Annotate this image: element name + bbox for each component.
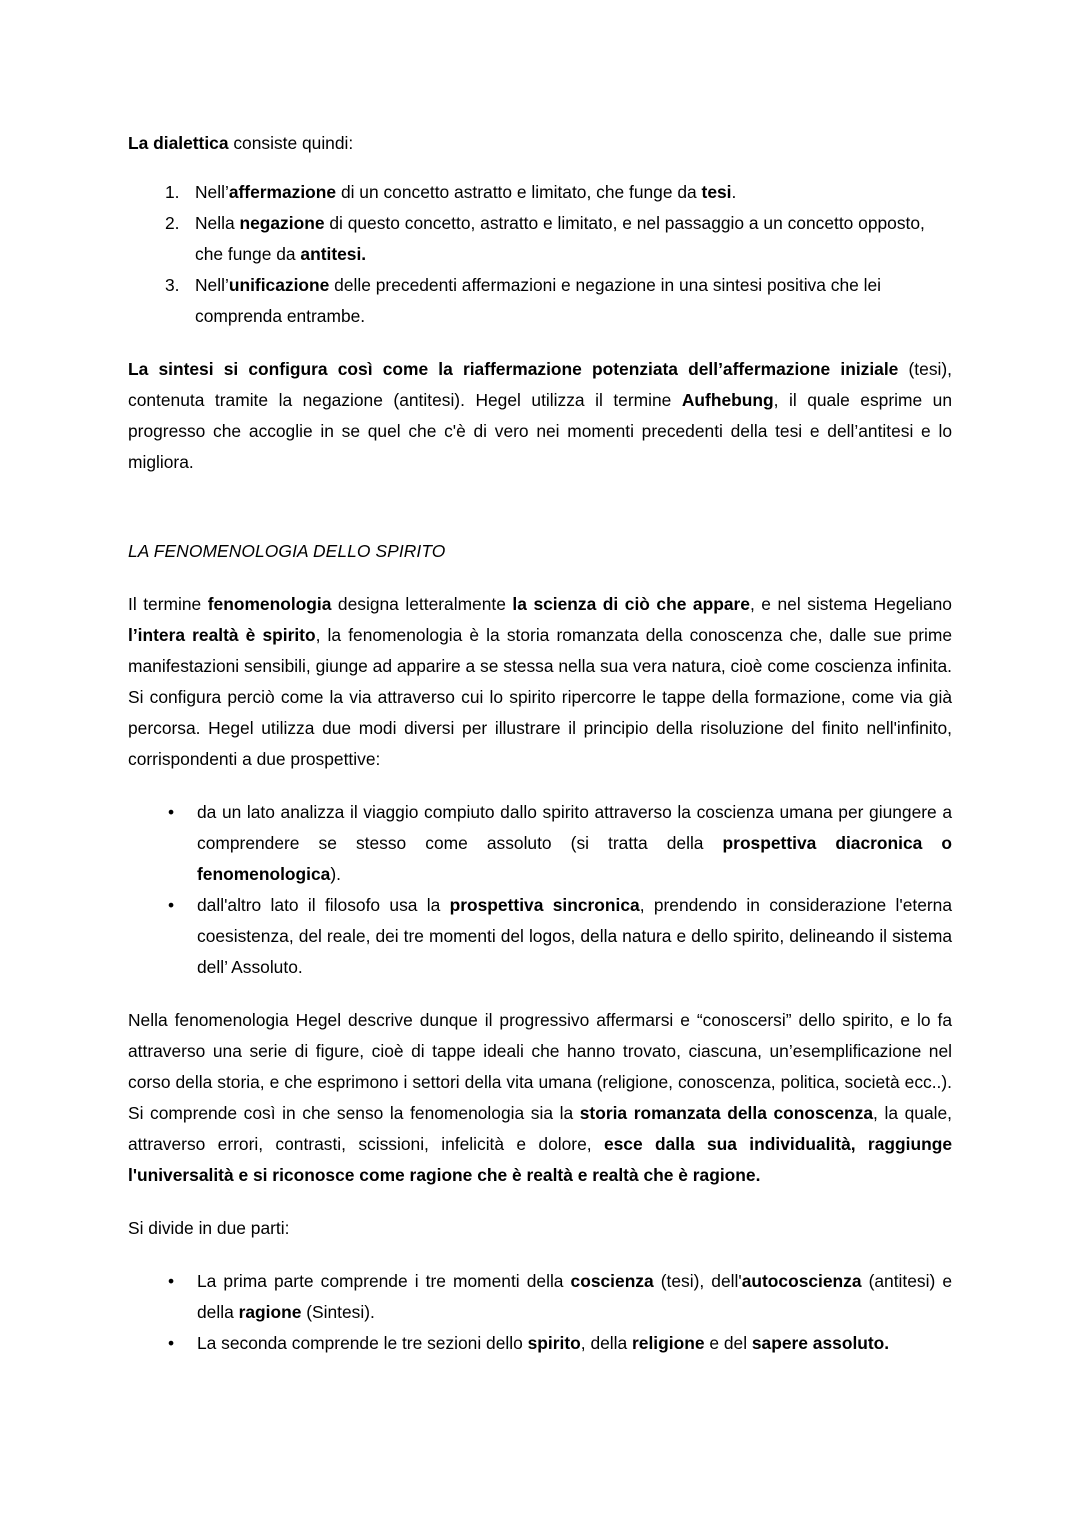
text-emphasis: prospettiva sincronica bbox=[449, 895, 640, 915]
text-run: di un concetto astratto e limitato, che funge da bbox=[336, 182, 702, 202]
paragraph-sintesi bbox=[128, 354, 952, 478]
text-run: (tesi), dell' bbox=[653, 1271, 742, 1291]
list-item bbox=[128, 177, 952, 208]
text-emphasis: tesi bbox=[701, 182, 732, 202]
text-emphasis: autocoscienza bbox=[741, 1271, 862, 1291]
list-item-marker: 1. bbox=[165, 182, 180, 202]
text-run: dall'altro lato il filosofo usa la bbox=[197, 895, 450, 915]
text-run: (tesi), contenuta tramite la negazione (antitesi). Hegel utilizza il termine bbox=[128, 359, 952, 410]
text-run: , il quale esprime un progresso che accoglie in se quel che c'è di vero nei momenti precedenti della tesi e dell’antitesi e lo migliora. bbox=[128, 390, 952, 472]
text-emphasis: sapere assoluto. bbox=[751, 1333, 890, 1353]
text-run: designa letteralmente bbox=[331, 594, 513, 614]
list-item bbox=[128, 1328, 952, 1359]
text-emphasis: spirito bbox=[527, 1333, 581, 1353]
text-emphasis: unificazione bbox=[228, 275, 330, 295]
text-run: , la fenomenologia è la storia romanzata della conoscenza che, dalle sue prime manifestazioni sensibili, giunge ad apparire a se stessa nella sua vera natura, cioè come coscienza infinita. Si configura perciò come la via attraverso cui lo spirito ripercorre le tappe della formazione, come via già percorsa. Hegel utilizza due modi diversi per illustrare il principio della risoluzione del finito nell'infinito, corrispondenti a due prospettive: bbox=[128, 625, 953, 769]
spacer bbox=[128, 159, 952, 177]
list-item-marker: 3. bbox=[165, 275, 180, 295]
intro-bold-lead: La dialettica bbox=[128, 133, 229, 153]
spacer bbox=[128, 775, 952, 797]
list-item bbox=[128, 890, 952, 983]
list-item bbox=[128, 270, 952, 332]
spacer bbox=[128, 567, 952, 589]
text-run: di questo concetto, astratto e limitato, e nel passaggio a un concetto opposto, che funge da bbox=[195, 213, 925, 264]
bullet-icon: • bbox=[168, 1271, 175, 1291]
text-run: Nella fenomenologia Hegel descrive dunque il progressivo affermarsi e “conoscersi” dello spirito, e lo fa attraverso una serie di figure, cioè di tappe ideali che hanno trovato, ciascuna, un’esemplificazione nel corso della storia, e che esprimono i settori della vita umana (religione, conoscenza, politica, società ecc..). Si comprende così in che senso la fenomenologia sia la bbox=[128, 1010, 952, 1123]
paragraph-si-divide: Si divide in due parti: bbox=[128, 1218, 290, 1238]
text-emphasis: l’intera realtà è spirito bbox=[128, 625, 316, 645]
text-emphasis: affermazione bbox=[228, 182, 337, 202]
text-emphasis: negazione bbox=[239, 213, 325, 233]
text-run: e del bbox=[704, 1333, 752, 1353]
document-content bbox=[128, 128, 952, 1359]
spacer bbox=[128, 478, 952, 536]
text-run: , della bbox=[580, 1333, 633, 1353]
text-run: , e nel sistema Hegeliano bbox=[749, 594, 952, 614]
spacer bbox=[128, 332, 952, 354]
spacer bbox=[128, 1191, 952, 1213]
text-emphasis: La sintesi si configura così come la riaffermazione potenziata dell’affermazione iniziale bbox=[128, 359, 899, 379]
text-emphasis: ragione bbox=[238, 1302, 302, 1322]
text-run: Nell’ bbox=[195, 275, 229, 295]
list-item-text bbox=[197, 802, 952, 884]
list-item bbox=[128, 1266, 952, 1328]
list-item-text bbox=[197, 895, 952, 977]
text-emphasis: religione bbox=[632, 1333, 705, 1353]
bullet-icon: • bbox=[168, 802, 175, 822]
text-emphasis: esce dalla sua individualità, raggiunge l'universalità e si riconosce come ragione che è realtà e realtà che è ragione. bbox=[128, 1134, 952, 1185]
bullet-icon: • bbox=[168, 1333, 175, 1353]
text-emphasis: antitesi. bbox=[300, 244, 367, 264]
text-emphasis: Aufhebung bbox=[681, 390, 774, 410]
text-run: delle precedenti affermazioni e negazione in una sintesi positiva che lei comprenda entrambe. bbox=[195, 275, 882, 326]
text-run: , la quale, attraverso errori, contrasti, scissioni, infelicità e dolore, bbox=[128, 1103, 952, 1154]
list-item bbox=[128, 208, 952, 270]
list-item-text bbox=[195, 213, 925, 264]
text-run: (antitesi) e della bbox=[197, 1271, 953, 1322]
bullet-icon: • bbox=[168, 895, 175, 915]
bullet-list-prospettive bbox=[128, 797, 952, 983]
section-heading-fenomenologia: LA FENOMENOLOGIA DELLO SPIRITO bbox=[128, 541, 446, 561]
list-item-text bbox=[195, 275, 881, 326]
paragraph-nella-fenomenologia bbox=[128, 1005, 952, 1191]
numbered-list-dialettica bbox=[128, 177, 952, 332]
text-run: . bbox=[731, 182, 737, 202]
text-run: , prendendo in considerazione l'eterna coesistenza, del reale, dei tre momenti del logos, della natura e dello spirito, delineando il sistema dell’ Assoluto. bbox=[197, 895, 952, 977]
spacer bbox=[128, 983, 952, 1005]
text-emphasis: coscienza bbox=[570, 1271, 654, 1291]
list-item-text bbox=[197, 1333, 889, 1353]
spacer bbox=[128, 1244, 952, 1266]
text-emphasis: prospettiva diacronica o fenomenologica bbox=[197, 833, 952, 884]
paragraph-fenomenologia bbox=[128, 589, 952, 775]
text-run: da un lato analizza il viaggio compiuto dallo spirito attraverso la coscienza umana per giungere a comprendere se stesso come assoluto (si tratta della bbox=[197, 802, 952, 853]
text-run: La seconda comprende le tre sezioni dello bbox=[197, 1333, 528, 1353]
text-run: Nella bbox=[195, 213, 240, 233]
bullet-list-parti bbox=[128, 1266, 952, 1359]
text-emphasis: la scienza di ciò che appare bbox=[512, 594, 750, 614]
text-run: La prima parte comprende i tre momenti della bbox=[197, 1271, 571, 1291]
intro-paragraph bbox=[128, 128, 952, 159]
text-run: (Sintesi). bbox=[301, 1302, 375, 1322]
text-run: Il termine bbox=[128, 594, 208, 614]
text-emphasis: fenomenologia bbox=[207, 594, 332, 614]
text-run: ). bbox=[330, 864, 341, 884]
list-item-marker: 2. bbox=[165, 213, 180, 233]
intro-rest: consiste quindi: bbox=[228, 133, 354, 153]
text-run: Nell’ bbox=[195, 182, 229, 202]
list-item bbox=[128, 797, 952, 890]
text-emphasis: storia romanzata della conoscenza bbox=[579, 1103, 874, 1123]
list-item-text bbox=[195, 182, 736, 202]
list-item-text bbox=[197, 1271, 952, 1322]
